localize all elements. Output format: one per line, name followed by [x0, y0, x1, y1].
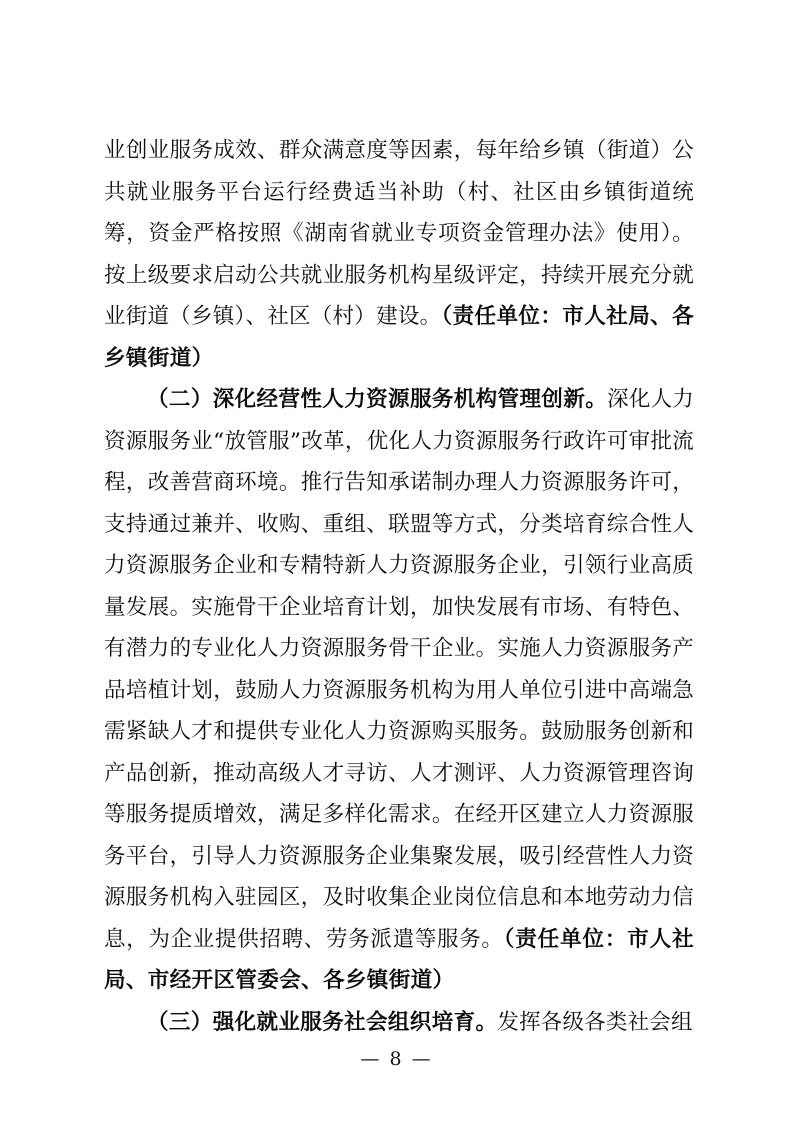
section-body-three: 发挥各级各类社会组	[497, 1009, 693, 1035]
page-number: — 8 —	[360, 1048, 433, 1070]
section-heading-two: （二）深化经营性人力资源服务机构管理创新。	[147, 387, 608, 412]
paragraph-section-two	[104, 379, 694, 1002]
document-body	[104, 130, 694, 1043]
paragraph-run-responsible-unit: （责任单位：市人社局、各乡镇街道）	[104, 304, 694, 371]
paragraph-run-text: 业创业服务成效、群众满意度等因素，每年给乡镇（街道）公共就业服务平台运行经费适当补助（村、社区由乡镇街道统筹，资金严格按照《湖南省就业专项资金管理办法》使用）。按上级要求启动公共就业服务机构星级评定，持续开展充分就业街道（乡镇）、社区（村）建设。	[104, 138, 694, 329]
section-body-two: 深化人力资源服务业“放管服”改革，优化人力资源服务行政许可审批流程，改善营商环境。推行告知承诺制办理人力资源服务许可，支持通过兼并、收购、重组、联盟等方式，分类培育综合性人力资源服务企业和专精特新人力资源服务企业，引领行业高质量发展。实施骨干企业培育计划，加快发展有市场、有特色、有潜力的专业化人力资源服务骨干企业。实施人力资源服务产品培植计划，鼓励人力资源服务机构为用人单位引进中高端急需紧缺人才和提供专业化人力资源购买服务。鼓励服务创新和产品创新，推动高级人才寻访、人才测评、人力资源管理咨询等服务提质增效，满足多样化需求。在经开区建立人力资源服务平台，引导人力资源服务企业集聚发展，吸引经营性人力资源服务机构入驻园区，及时收集企业岗位信息和本地劳动力信息，为企业提供招聘、劳务派遣等服务。	[104, 387, 694, 952]
paragraph-section-three	[104, 1002, 694, 1044]
section-heading-three: （三）强化就业服务社会组织培育。	[147, 1009, 498, 1035]
paragraph-continued	[104, 130, 694, 379]
section-two-responsible-unit: （责任单位：市人社局、市经开区管委会、各乡镇街道）	[104, 926, 694, 993]
